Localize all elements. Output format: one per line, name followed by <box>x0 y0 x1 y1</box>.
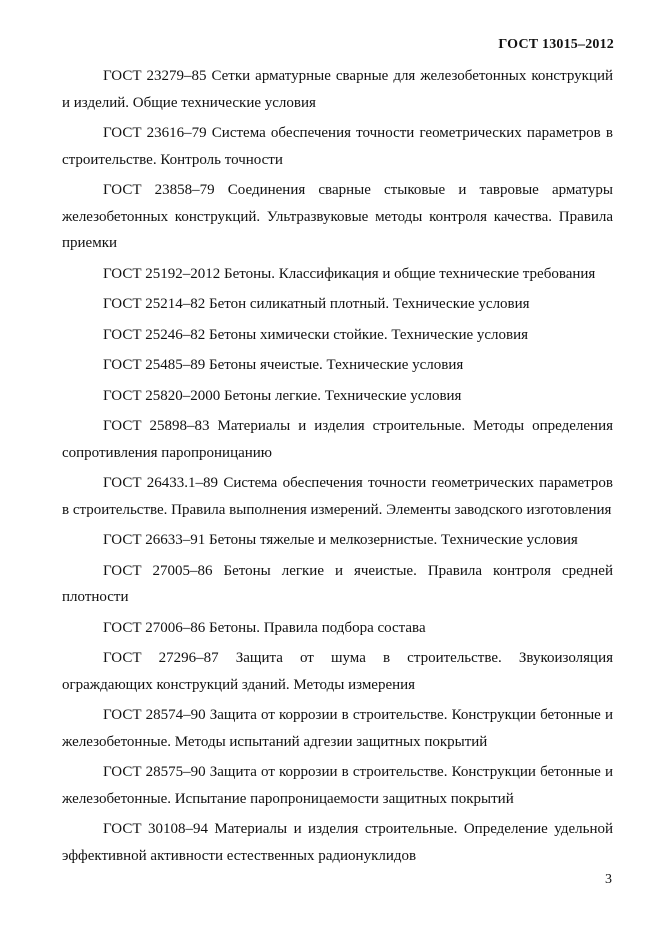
reference-item: ГОСТ 25485–89 Бетоны ячеистые. Технические условия <box>103 357 464 373</box>
reference-item: ГОСТ 23858–79 Соединения сварные стыковые и тавровые арматуры железобетонных конструкций. Ультразвуковые методы контроля качества. Правила приемки <box>62 182 613 251</box>
page-number: 3 <box>605 872 612 887</box>
document-code-header: ГОСТ 13015–2012 <box>498 37 614 52</box>
reference-item: ГОСТ 27006–86 Бетоны. Правила подбора состава <box>103 619 426 636</box>
reference-item: ГОСТ 23279–85 Сетки арматурные сварные для железобетонных конструкций и изделий. Общие технические условия <box>62 68 613 111</box>
reference-item: ГОСТ 25820–2000 Бетоны легкие. Технические условия <box>103 387 462 404</box>
reference-item: ГОСТ 27005–86 Бетоны легкие и ячеистые. Правила контроля средней плотности <box>62 562 613 605</box>
reference-item: ГОСТ 26433.1–89 Система обеспечения точности геометрических параметров в строительстве. Правила выполнения измерений. Элементы заводского изготовления <box>62 475 613 518</box>
reference-item: ГОСТ 26633–91 Бетоны тяжелые и мелкозернистые. Технические условия <box>103 532 578 548</box>
reference-item: ГОСТ 25214–82 Бетон силикатный плотный. Технические условия <box>103 296 530 312</box>
reference-item: ГОСТ 27296–87 Защита от шума в строительстве. Звукоизоляция ограждающих конструкций зданий. Методы измерения <box>62 650 613 693</box>
reference-item: ГОСТ 23616–79 Система обеспечения точности геометрических параметров в строительстве. Контроль точности <box>62 125 613 168</box>
reference-item: ГОСТ 25246–82 Бетоны химически стойкие. Технические условия <box>103 326 529 343</box>
reference-item: ГОСТ 28575–90 Защита от коррозии в строительстве. Конструкции бетонные и железобетонные. Испытание паропроницаемости защитных покрытий <box>62 764 613 807</box>
reference-item: ГОСТ 28574–90 Защита от коррозии в строительстве. Конструкции бетонные и железобетонные. Методы испытаний адгезии защитных покрытий <box>62 707 613 750</box>
reference-item: ГОСТ 30108–94 Материалы и изделия строительные. Определение удельной эффективной активности естественных радионуклидов <box>62 821 613 864</box>
normative-references-list <box>62 63 613 873</box>
reference-item: ГОСТ 25898–83 Материалы и изделия строительные. Методы определения сопротивления паропроницанию <box>62 418 613 461</box>
reference-item: ГОСТ 25192–2012 Бетоны. Классификация и общие технические требования <box>103 265 596 282</box>
